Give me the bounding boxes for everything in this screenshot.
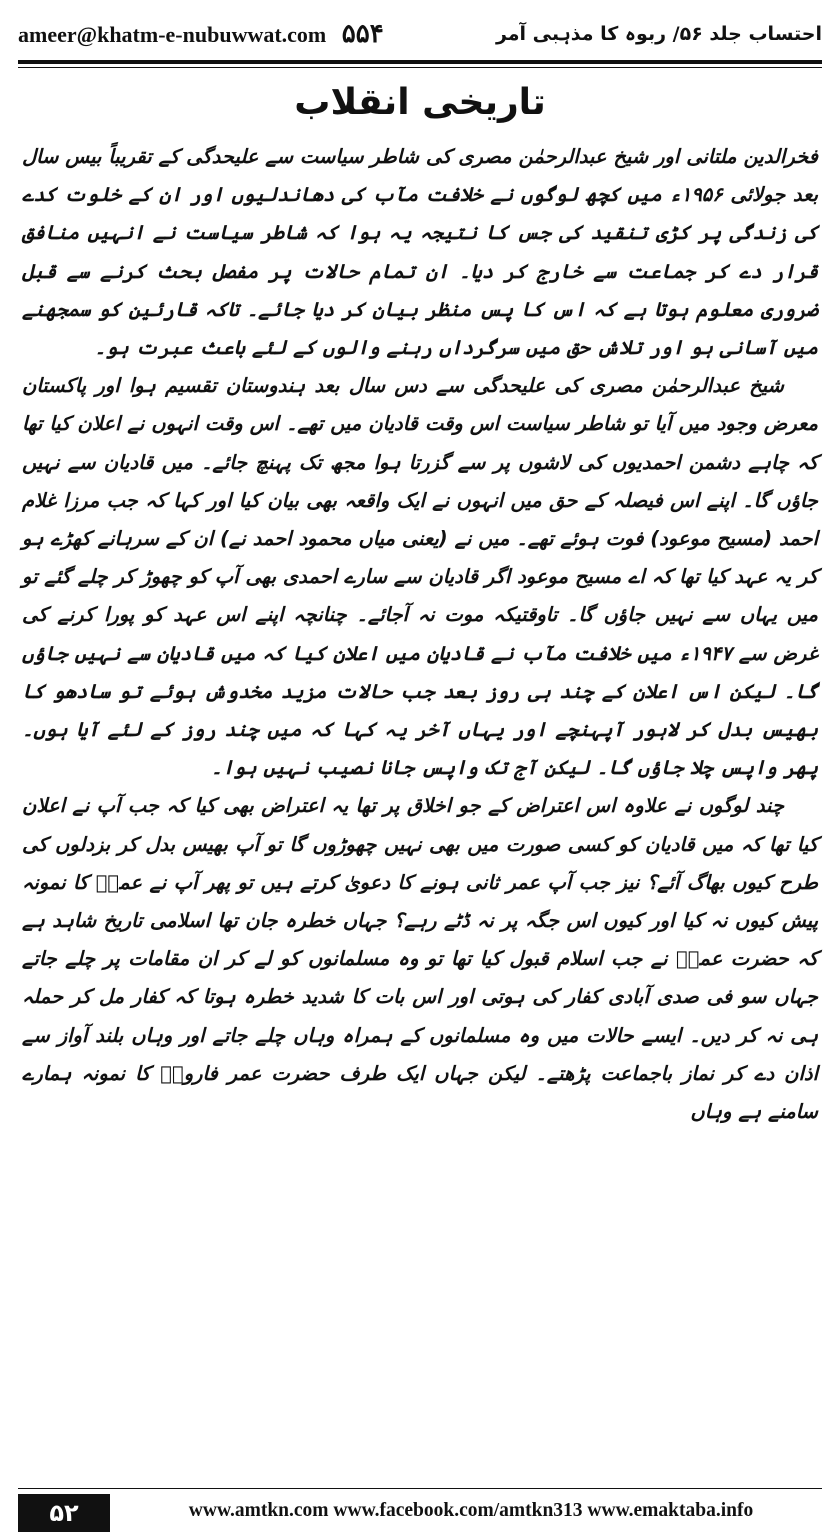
header-rule-thin xyxy=(18,67,822,68)
header-left xyxy=(18,19,384,49)
header-book-title: احتساب جلد ۵۶/ ربوہ کا مذہبی آمر xyxy=(495,23,822,45)
footer-links: www.amtkn.com www.facebook.com/amtkn313 www.emaktaba.info xyxy=(188,1500,754,1521)
paragraph: فخرالدین ملتانی اور شیخ عبدالرحمٰن مصری کی شاطر سیاست سے علیحدگی کے تقریباً بیس سال بعد جولائی ۱۹۵۶ء میں کچھ لوگوں نے خلافت مآب کی دھاندلیوں اور ان کے خلوت کدے کی زندگی پر کڑی تنقید کی جس کا نتیجہ یہ ہوا کہ شاطر سیاست نے انہیں منافق قرار دے کر جماعت سے خارج کر دیا۔ ان تمام حالات پر مفصل بحث کرنے سے قبل ضروری معلوم ہوتا ہے کہ اس کا پس منظر بیان کر دیا جائے۔ تاکہ قارئین کو سمجھنے میں آسانی ہو اور تلاش حق میں سرگرداں رہنے والوں کے لئے باعث عبرت ہو۔ xyxy=(22,145,818,360)
header-rule xyxy=(18,60,822,64)
paragraph: شیخ عبدالرحمٰن مصری کی علیحدگی سے دس سال بعد ہندوستان تقسیم ہوا اور پاکستان معرض وجود میں آیا تو شاطر سیاست اس وقت قادیان میں تھے۔ اس وقت انہوں نے اعلان کیا تھا کہ چاہے دشمن احمدیوں کی لاشوں پر سے گزرتا ہوا مجھ تک پہنچ جائے۔ میں قادیان سے نہیں جاؤں گا۔ اپنے اس فیصلہ کے حق میں انہوں نے ایک واقعہ بھی بیان کیا اور کہا کہ جب مرزا غلام احمد (مسیح موعود) فوت ہوئے تھے۔ میں نے (یعنی میاں محمود احمد نے) ان کے سرہانے کھڑے ہو کر یہ عہد کیا تھا کہ اے مسیح موعود اگر قادیان سے سارے احمدی بھی آپ کو چھوڑ کر چلے گئے تو میں یہاں سے نہیں جاؤں گا۔ تاوقتیکہ موت نہ آجائے۔ چنانچہ اپنے اس عہد کو پورا کرنے کی غرض سے ۱۹۴۷ء میں خلافت مآب نے قادیان میں اعلان کیا کہ میں قادیان سے نہیں جاؤں گا۔ لیکن اس اعلان کے چند ہی روز بعد جب حالات مزید مخدوش ہوئے تو سادھو کا بھیس بدل کر لاہور آپہنچے اور یہاں آخر یہ کہا کہ میں چند روز کے لئے آیا ہوں۔ پھر واپس چلا جاؤں گا۔ لیکن آج تک واپس جانا نصیب نہیں ہوا۔ xyxy=(22,374,818,780)
running-header xyxy=(18,14,822,54)
section-title: تاریخی انقلاب xyxy=(294,82,546,123)
paragraph: چند لوگوں نے علاوہ اس اعتراض کے جو اخلاق پر تھا یہ اعتراض بھی کیا کہ جب آپ نے اعلان کیا تھا کہ میں قادیان کو کسی صورت میں بھی نہیں چھوڑوں گا تو آپ بھیس بدل کر بزدلوں کی طرح کیوں بھاگ آئے؟ نیز جب آپ عمر ثانی ہونے کا دعویٰ کرتے ہیں تو پھر آپ نے عمرؓ کا نمونہ پیش کیوں نہ کیا اور کیوں اس جگہ پر نہ ڈٹے رہے؟ جہاں خطرہ جان تھا اسلامی تاریخ شاہد ہے کہ حضرت عمرؓ نے جب اسلام قبول کیا تھا تو وہ مسلمانوں کو لے کر ان مقامات پر چلے جاتے جہاں سو فی صدی آبادی کفار کی ہوتی اور اس بات کا شدید خطرہ ہوتا کہ کفار مل کر حملہ ہی نہ کر دیں۔ ایسے حالات میں وہ مسلمانوں کے ہمراہ وہاں چلے جاتے اور وہاں بلند آواز سے اذان دے کر نماز باجماعت پڑھتے۔ لیکن جہاں ایک طرف حضرت عمر فاروقؓ کا نمونہ ہمارے سامنے ہے وہاں xyxy=(22,794,818,1124)
footer-page-number: ۵۲ xyxy=(18,1494,110,1532)
body-text xyxy=(22,138,818,1131)
header-email: ameer@khatm-e-nubuwwat.com xyxy=(18,22,327,47)
header-page-number: ۵۵۴ xyxy=(341,19,384,48)
footer-rule xyxy=(18,1488,822,1489)
